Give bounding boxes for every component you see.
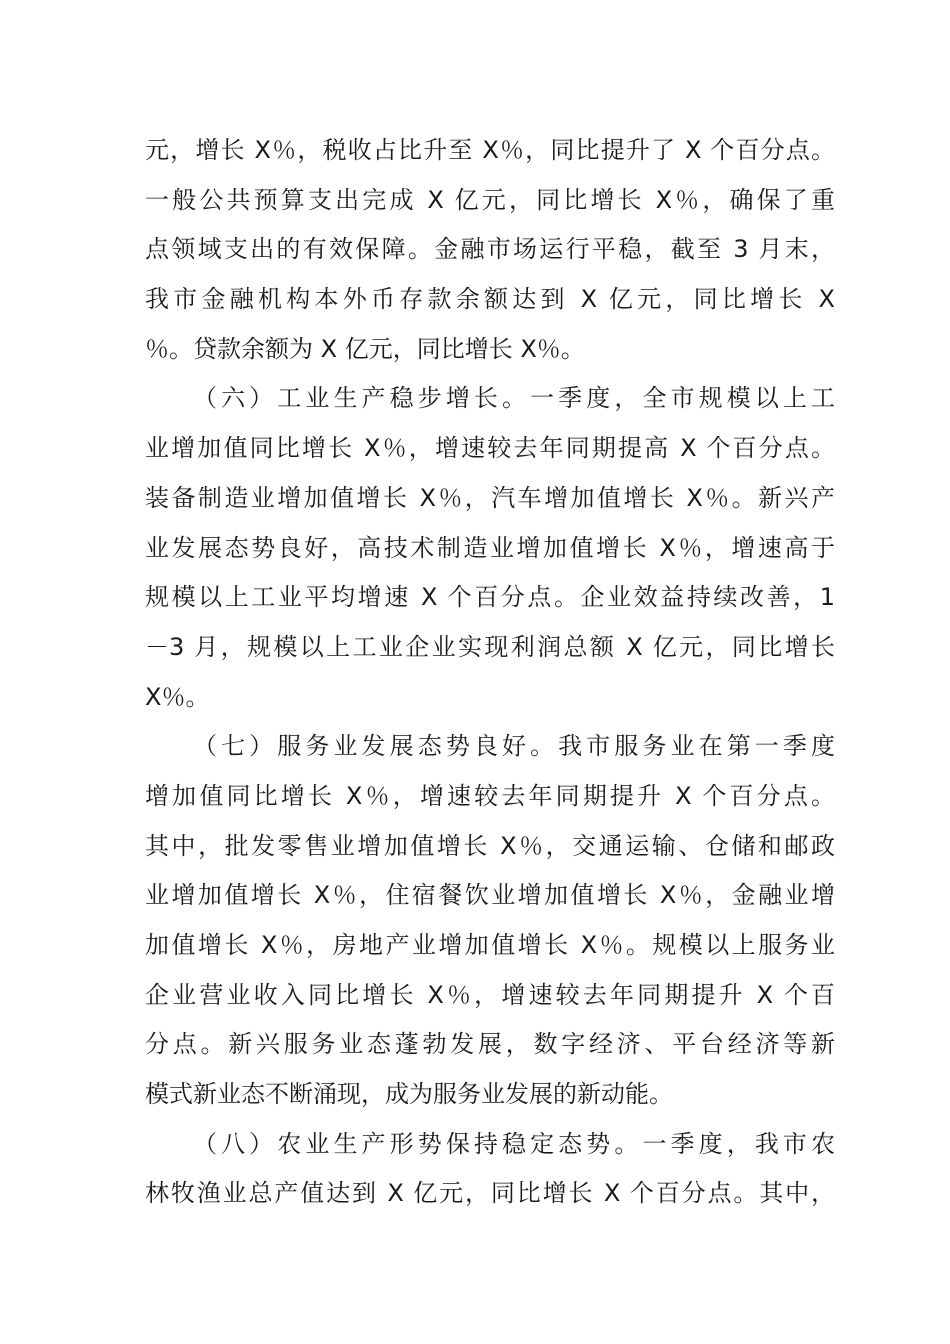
text-line: 企业营业收入同比增长 X％，增速较去年同期提升 X 个百 (145, 980, 835, 1009)
text-line: 我市金融机构本外币存款余额达到 X 亿元，同比增长 X (145, 285, 835, 314)
text-line: －3 月，规模以上工业企业实现利润总额 X 亿元，同比增长 (145, 632, 835, 661)
paragraph-heading-six: （六）工业生产稳步增长。一季度，全市规模以上工 (193, 384, 835, 413)
text-line: 规模以上工业平均增速 X 个百分点。企业效益持续改善，1 (145, 583, 835, 612)
text-line: X％。 (145, 682, 210, 711)
paragraph-heading-eight: （八）农业生产形势保持稳定态势。一季度，我市农 (193, 1129, 835, 1158)
text-line: 元，增长 X％，税收占比升至 X％，同比提升了 X 个百分点。 (145, 136, 835, 164)
text-line: ％。贷款余额为 X 亿元，同比增长 X％。 (145, 334, 585, 363)
text-line: 业增加值增长 X％，住宿餐饮业增加值增长 X％，金融业增 (145, 881, 835, 910)
text-line: 增加值同比增长 X％，增速较去年同期提升 X 个百分点。 (145, 781, 835, 810)
text-line: 模式新业态不断涌现，成为服务业发展的新动能。 (145, 1080, 673, 1109)
text-line: 一般公共预算支出完成 X 亿元，同比增长 X％，确保了重 (145, 185, 835, 214)
text-line: 业增加值同比增长 X％，增速较去年同期提高 X 个百分点。 (145, 434, 835, 463)
text-line: 其中，批发零售业增加值增长 X％，交通运输、仓储和邮政 (145, 831, 835, 860)
text-line: 业发展态势良好，高技术制造业增加值增长 X％，增速高于 (145, 533, 835, 562)
text-line: 分点。新兴服务业态蓬勃发展，数字经济、平台经济等新 (145, 1030, 835, 1059)
text-line: 加值增长 X％，房地产业增加值增长 X％。规模以上服务业 (145, 931, 835, 959)
body-text (145, 126, 835, 1219)
text-line: 林牧渔业总产值达到 X 亿元，同比增长 X 个百分点。其中， (145, 1179, 835, 1208)
paragraph-heading-seven: （七）服务业发展态势良好。我市服务业在第一季度 (193, 732, 835, 761)
text-line: 点领域支出的有效保障。金融市场运行平稳，截至 3 月末， (145, 235, 835, 264)
text-line: 装备制造业增加值增长 X％，汽车增加值增长 X％。新兴产 (145, 483, 835, 512)
